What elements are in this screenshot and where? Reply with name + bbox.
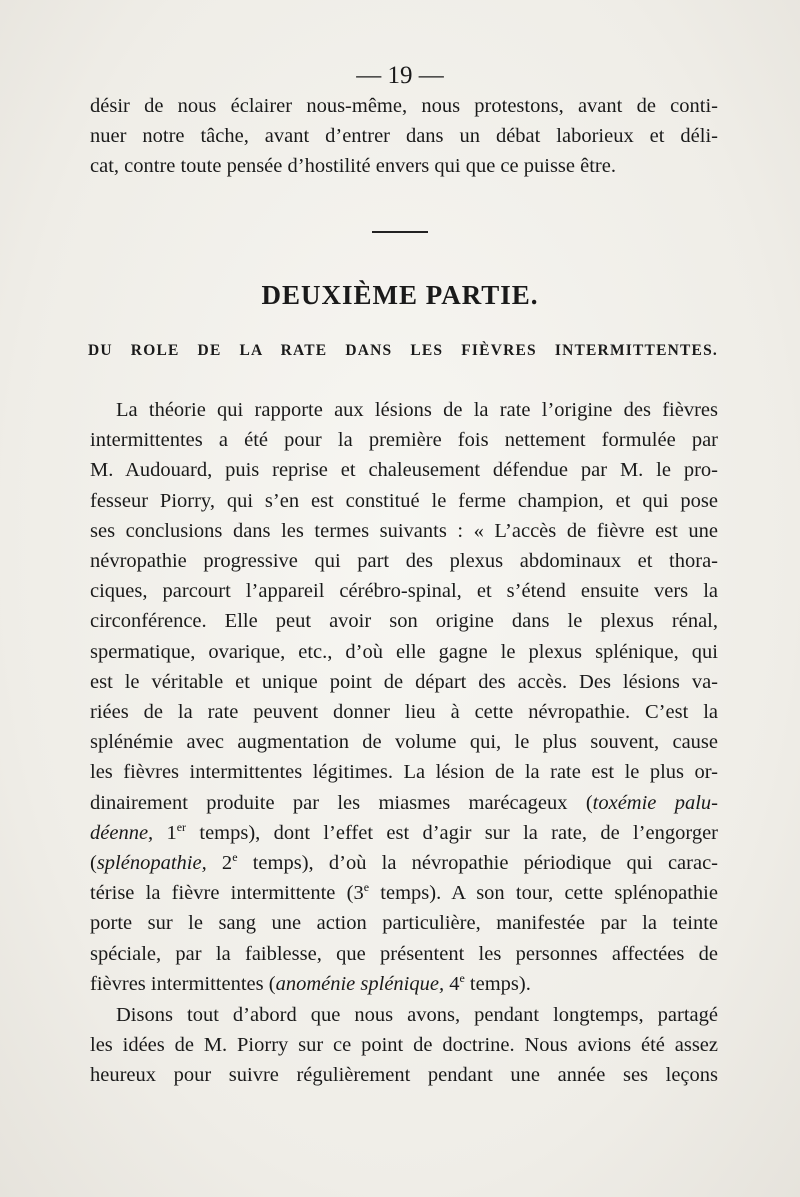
text-line (90, 818, 718, 848)
text-line: nuer notre tâche, avant d’entrer dans un débat laborieux et déli- (90, 125, 718, 148)
text-line: ciques, parcourt l’appareil cérébro-spinal, et s’étend ensuite vers la (90, 580, 718, 603)
text-line: cat, contre toute pensée d’hostilité envers qui que ce puisse être. (90, 155, 616, 178)
text-line: fesseur Piorry, qui s’en est constitué le ferme champion, et qui pose (90, 489, 718, 512)
italic-term: splénopathie, (96, 852, 207, 875)
italic-term: toxémie palu- (592, 791, 718, 814)
text-line (90, 788, 718, 818)
section-separator-rule (372, 231, 428, 233)
text-line: splénémie avec augmentation de volume qui, le plus souvent, cause (90, 731, 718, 754)
text-line: névropathie progressive qui part des plexus abdominaux et thora- (90, 550, 718, 573)
text-segment: dinairement produite par les miasmes marécageux ( (90, 791, 593, 814)
text-segment: temps). (464, 972, 531, 995)
text-line: ses conclusions dans les termes suivants : « L’accès de fièvre est une (90, 519, 718, 542)
section-title: DU ROLE DE LA RATE DANS LES FIÈVRES INTERMITTENTES. (88, 342, 718, 359)
text-line: les idées de M. Piorry sur ce point de doctrine. Nous avions été assez (90, 1034, 718, 1057)
paragraph-theory (90, 395, 718, 999)
italic-term: déenne, (90, 821, 154, 844)
text-segment: 1 (153, 821, 177, 844)
text-line: les fièvres intermittentes légitimes. La lésion de la rate est le plus or- (90, 761, 718, 784)
text-line: Disons tout d’abord que nous avons, pendant longtemps, partagé (116, 1004, 718, 1026)
text-line (90, 969, 718, 999)
paragraph-response (90, 1000, 718, 1091)
text-line: porte sur le sang une action particulière, manifestée par la teinte (90, 912, 718, 935)
italic-term: anoménie splénique, (275, 972, 445, 995)
text-line: riées de la rate peuvent donner lieu à cette névropathie. C’est la (90, 701, 718, 724)
text-segment: 4 (444, 972, 460, 995)
text-line: est le véritable et unique point de départ des accès. Des lésions va- (90, 670, 718, 693)
text-segment: temps), dont l’effet est d’agir sur la rate, de l’engorger (186, 821, 718, 844)
text-segment: temps), d’où la névropathie périodique qui carac- (237, 852, 718, 875)
text-segment: temps). A son tour, cette splénopathie (369, 882, 718, 905)
text-line: circonférence. Elle peut avoir son origine dans le plexus rénal, (90, 610, 718, 633)
text-line: La théorie qui rapporte aux lésions de la rate l’origine des fièvres (116, 399, 718, 421)
text-line: spéciale, par la faiblesse, que présentent les personnes affectées de (90, 942, 718, 965)
text-line: heureux pour suivre régulièrement pendant une année ses leçons (90, 1064, 718, 1087)
part-title: DEUXIÈME PARTIE. (261, 280, 539, 310)
text-line: intermittentes a été pour la première fois nettement formulée par (90, 429, 718, 452)
superscript: e (363, 880, 370, 895)
text-segment: fièvres intermittentes ( (90, 972, 276, 995)
page-number: — 19 — (356, 62, 444, 89)
text-segment: ( (90, 852, 97, 875)
superscript: e (232, 850, 238, 865)
paragraph-continued (90, 91, 718, 182)
text-line: désir de nous éclairer nous-même, nous protestons, avant de conti- (90, 95, 718, 117)
superscript: er (176, 820, 187, 835)
text-line: M. Audouard, puis reprise et chaleusement défendue par M. le pro- (90, 459, 718, 482)
text-line (90, 848, 718, 878)
text-segment: 2 (206, 852, 233, 875)
text-segment: térise la fièvre intermittente (3 (90, 882, 364, 905)
superscript: e (459, 971, 465, 986)
text-line (90, 878, 718, 908)
text-line: spermatique, ovarique, etc., d’où elle gagne le plexus splénique, qui (90, 640, 718, 663)
